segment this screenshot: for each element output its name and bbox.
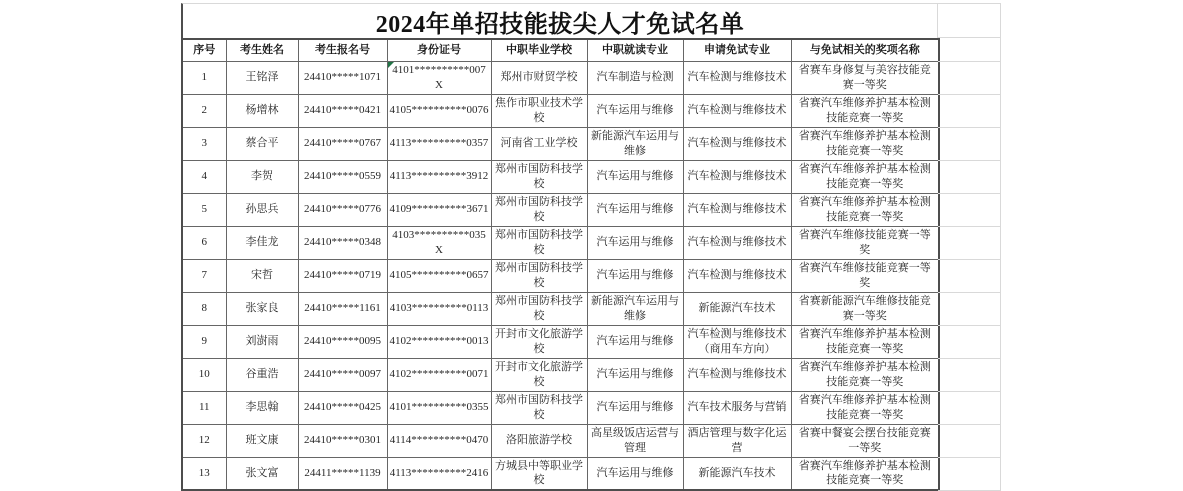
cell-graduate-school[interactable]: 郑州市国防科技学校 (491, 391, 587, 424)
cell-award[interactable]: 省赛汽车维修养护基本检测技能竞赛一等奖 (791, 193, 939, 226)
number-stored-as-text-indicator-icon (388, 62, 394, 68)
cell-vocational-major[interactable]: 汽车运用与维修 (587, 226, 683, 259)
cell-vocational-major[interactable]: 新能源汽车运用与维修 (587, 127, 683, 160)
cell-id-no[interactable]: 4102**********0071 (387, 358, 491, 391)
cell-id-no[interactable]: 4105**********0076 (387, 94, 491, 127)
column-header-serial[interactable]: 序号 (182, 39, 226, 61)
cell-registration-no[interactable]: 24410*****0559 (298, 160, 387, 193)
cell-name[interactable]: 宋哲 (226, 259, 298, 292)
table-row (182, 457, 939, 490)
cell-exemption-major[interactable]: 酒店管理与数字化运营 (683, 424, 791, 457)
cell-serial[interactable]: 11 (182, 391, 226, 424)
cell-award[interactable]: 省赛汽车维修养护基本检测技能竞赛一等奖 (791, 457, 939, 490)
cell-exemption-major[interactable]: 汽车检测与维修技术（商用车方向） (683, 325, 791, 358)
cell-id-no[interactable]: 4113**********2416 (387, 457, 491, 490)
cell-exemption-major[interactable]: 汽车检测与维修技术 (683, 94, 791, 127)
cell-graduate-school[interactable]: 郑州市国防科技学校 (491, 292, 587, 325)
cell-id-no[interactable]: 4101**********0355 (387, 391, 491, 424)
cell-registration-no[interactable]: 24410*****0767 (298, 127, 387, 160)
cell-vocational-major[interactable]: 高星级饭店运营与管理 (587, 424, 683, 457)
table-row (182, 160, 939, 193)
cell-serial[interactable]: 8 (182, 292, 226, 325)
cell-exemption-major[interactable]: 汽车检测与维修技术 (683, 127, 791, 160)
cell-serial[interactable]: 6 (182, 226, 226, 259)
cell-serial[interactable]: 1 (182, 61, 226, 94)
gridline-cell (938, 38, 1000, 62)
cell-registration-no[interactable]: 24410*****0097 (298, 358, 387, 391)
cell-serial[interactable]: 3 (182, 127, 226, 160)
cell-registration-no[interactable]: 24410*****0095 (298, 325, 387, 358)
column-header-vocational-major[interactable]: 中职就读专业 (587, 39, 683, 61)
cell-award[interactable]: 省赛汽车维修养护基本检测技能竞赛一等奖 (791, 94, 939, 127)
cell-award[interactable]: 省赛中餐宴会摆台技能竞赛一等奖 (791, 424, 939, 457)
cell-serial[interactable]: 13 (182, 457, 226, 490)
sheet-title: 2024年单招技能拔尖人才免试名单 (181, 3, 938, 38)
table-row (182, 61, 939, 94)
cell-registration-no[interactable]: 24410*****0421 (298, 94, 387, 127)
table-body (182, 61, 939, 490)
cell-name[interactable]: 刘澍雨 (226, 325, 298, 358)
table-row (182, 424, 939, 457)
gridline-cell (938, 392, 1000, 425)
table-row (182, 391, 939, 424)
cell-award[interactable]: 省赛汽车维修养护基本检测技能竞赛一等奖 (791, 358, 939, 391)
cell-exemption-major[interactable]: 汽车检测与维修技术 (683, 358, 791, 391)
cell-id-no[interactable]: 4113**********0357 (387, 127, 491, 160)
cell-exemption-major[interactable]: 汽车技术服务与营销 (683, 391, 791, 424)
cell-graduate-school[interactable]: 河南省工业学校 (491, 127, 587, 160)
cell-vocational-major[interactable]: 汽车运用与维修 (587, 193, 683, 226)
cell-id-no[interactable]: 4102**********0013 (387, 325, 491, 358)
cell-exemption-major[interactable]: 汽车检测与维修技术 (683, 61, 791, 94)
gridline-cell (938, 227, 1000, 260)
table-row (182, 292, 939, 325)
spreadsheet-gridlines (938, 3, 1001, 491)
cell-graduate-school[interactable]: 郑州市国防科技学校 (491, 226, 587, 259)
cell-exemption-major[interactable]: 汽车检测与维修技术 (683, 160, 791, 193)
cell-registration-no[interactable]: 24411*****1139 (298, 457, 387, 490)
cell-name[interactable]: 蔡合平 (226, 127, 298, 160)
gridline-cell (938, 293, 1000, 326)
column-header-exemption-major[interactable]: 申请免试专业 (683, 39, 791, 61)
cell-vocational-major[interactable]: 新能源汽车运用与维修 (587, 292, 683, 325)
cell-serial[interactable]: 4 (182, 160, 226, 193)
cell-name[interactable]: 李思翰 (226, 391, 298, 424)
cell-graduate-school[interactable]: 洛阳旅游学校 (491, 424, 587, 457)
gridline-cell (938, 326, 1000, 359)
cell-serial[interactable]: 10 (182, 358, 226, 391)
cell-serial[interactable]: 9 (182, 325, 226, 358)
cell-exemption-major[interactable]: 新能源汽车技术 (683, 292, 791, 325)
cell-vocational-major[interactable]: 汽车运用与维修 (587, 94, 683, 127)
cell-vocational-major[interactable]: 汽车运用与维修 (587, 259, 683, 292)
cell-vocational-major[interactable]: 汽车运用与维修 (587, 160, 683, 193)
cell-registration-no[interactable]: 24410*****0425 (298, 391, 387, 424)
gridline-cell (938, 359, 1000, 392)
cell-graduate-school[interactable]: 郑州市财贸学校 (491, 61, 587, 94)
cell-serial[interactable]: 7 (182, 259, 226, 292)
cell-award[interactable]: 省赛车身修复与美容技能竞赛一等奖 (791, 61, 939, 94)
column-header-name[interactable]: 考生姓名 (226, 39, 298, 61)
cell-exemption-major[interactable]: 新能源汽车技术 (683, 457, 791, 490)
cell-graduate-school[interactable]: 郑州市国防科技学校 (491, 259, 587, 292)
gridline-cell (938, 194, 1000, 227)
cell-exemption-major[interactable]: 汽车检测与维修技术 (683, 259, 791, 292)
cell-award[interactable]: 省赛新能源汽车维修技能竞赛一等奖 (791, 292, 939, 325)
cell-id-no[interactable]: 4113**********3912 (387, 160, 491, 193)
gridline-cell (938, 4, 1000, 38)
cell-vocational-major[interactable]: 汽车运用与维修 (587, 325, 683, 358)
cell-award[interactable]: 省赛汽车维修养护基本检测技能竞赛一等奖 (791, 160, 939, 193)
cell-name[interactable]: 李佳龙 (226, 226, 298, 259)
cell-name[interactable]: 杨增林 (226, 94, 298, 127)
cell-name[interactable]: 班文康 (226, 424, 298, 457)
cell-graduate-school[interactable]: 开封市文化旅游学校 (491, 358, 587, 391)
cell-registration-no[interactable]: 24410*****0301 (298, 424, 387, 457)
table-row (182, 358, 939, 391)
table-row (182, 127, 939, 160)
cell-serial[interactable]: 12 (182, 424, 226, 457)
cell-vocational-major[interactable]: 汽车运用与维修 (587, 457, 683, 490)
cell-exemption-major[interactable]: 汽车检测与维修技术 (683, 193, 791, 226)
column-header-award[interactable]: 与免试相关的奖项名称 (791, 39, 939, 61)
table-row (182, 193, 939, 226)
table-row (182, 226, 939, 259)
exemption-list-table-wrap (181, 38, 940, 491)
cell-registration-no[interactable]: 24410*****0719 (298, 259, 387, 292)
cell-name[interactable]: 张文富 (226, 457, 298, 490)
gridline-cell (938, 425, 1000, 458)
cell-id-no[interactable]: 4103**********035X (387, 226, 491, 259)
column-header-graduate-school[interactable]: 中职毕业学校 (491, 39, 587, 61)
cell-graduate-school[interactable]: 方城县中等职业学校 (491, 457, 587, 490)
cell-award[interactable]: 省赛汽车维修养护基本检测技能竞赛一等奖 (791, 127, 939, 160)
column-header-registration-no[interactable]: 考生报名号 (298, 39, 387, 61)
cell-name[interactable]: 张家良 (226, 292, 298, 325)
cell-registration-no[interactable]: 24410*****0776 (298, 193, 387, 226)
table-row (182, 259, 939, 292)
cell-name[interactable]: 王铭泽 (226, 61, 298, 94)
cell-award[interactable]: 省赛汽车维修技能竞赛一等奖 (791, 259, 939, 292)
gridline-cell (938, 458, 1000, 491)
cell-name[interactable]: 孙思兵 (226, 193, 298, 226)
cell-award[interactable]: 省赛汽车维修养护基本检测技能竞赛一等奖 (791, 391, 939, 424)
cell-id-no[interactable]: 4109**********3671 (387, 193, 491, 226)
header-row (182, 39, 939, 61)
cell-vocational-major[interactable]: 汽车制造与检测 (587, 61, 683, 94)
cell-registration-no[interactable]: 24410*****0348 (298, 226, 387, 259)
cell-id-no[interactable]: 4101**********007X (387, 61, 491, 94)
cell-registration-no[interactable]: 24410*****1161 (298, 292, 387, 325)
cell-serial[interactable]: 5 (182, 193, 226, 226)
gridline-cell (938, 95, 1000, 128)
cell-award[interactable]: 省赛汽车维修技能竞赛一等奖 (791, 226, 939, 259)
table-row (182, 325, 939, 358)
cell-name[interactable]: 李贺 (226, 160, 298, 193)
cell-serial[interactable]: 2 (182, 94, 226, 127)
cell-id-no[interactable]: 4103**********0113 (387, 292, 491, 325)
cell-vocational-major[interactable]: 汽车运用与维修 (587, 358, 683, 391)
cell-graduate-school[interactable]: 郑州市国防科技学校 (491, 193, 587, 226)
cell-vocational-major[interactable]: 汽车运用与维修 (587, 391, 683, 424)
table-row (182, 94, 939, 127)
gridline-cell (938, 260, 1000, 293)
cell-id-no[interactable]: 4105**********0657 (387, 259, 491, 292)
gridline-cell (938, 161, 1000, 194)
cell-graduate-school[interactable]: 焦作市职业技术学校 (491, 94, 587, 127)
cell-id-no[interactable]: 4114**********0470 (387, 424, 491, 457)
gridline-cell (938, 62, 1000, 95)
cell-award[interactable]: 省赛汽车维修养护基本检测技能竞赛一等奖 (791, 325, 939, 358)
cell-registration-no[interactable]: 24410*****1071 (298, 61, 387, 94)
cell-name[interactable]: 谷重浩 (226, 358, 298, 391)
cell-graduate-school[interactable]: 郑州市国防科技学校 (491, 160, 587, 193)
cell-exemption-major[interactable]: 汽车检测与维修技术 (683, 226, 791, 259)
gridline-cell (938, 128, 1000, 161)
exemption-list-table (181, 38, 940, 491)
cell-graduate-school[interactable]: 开封市文化旅游学校 (491, 325, 587, 358)
column-header-id-no[interactable]: 身份证号 (387, 39, 491, 61)
